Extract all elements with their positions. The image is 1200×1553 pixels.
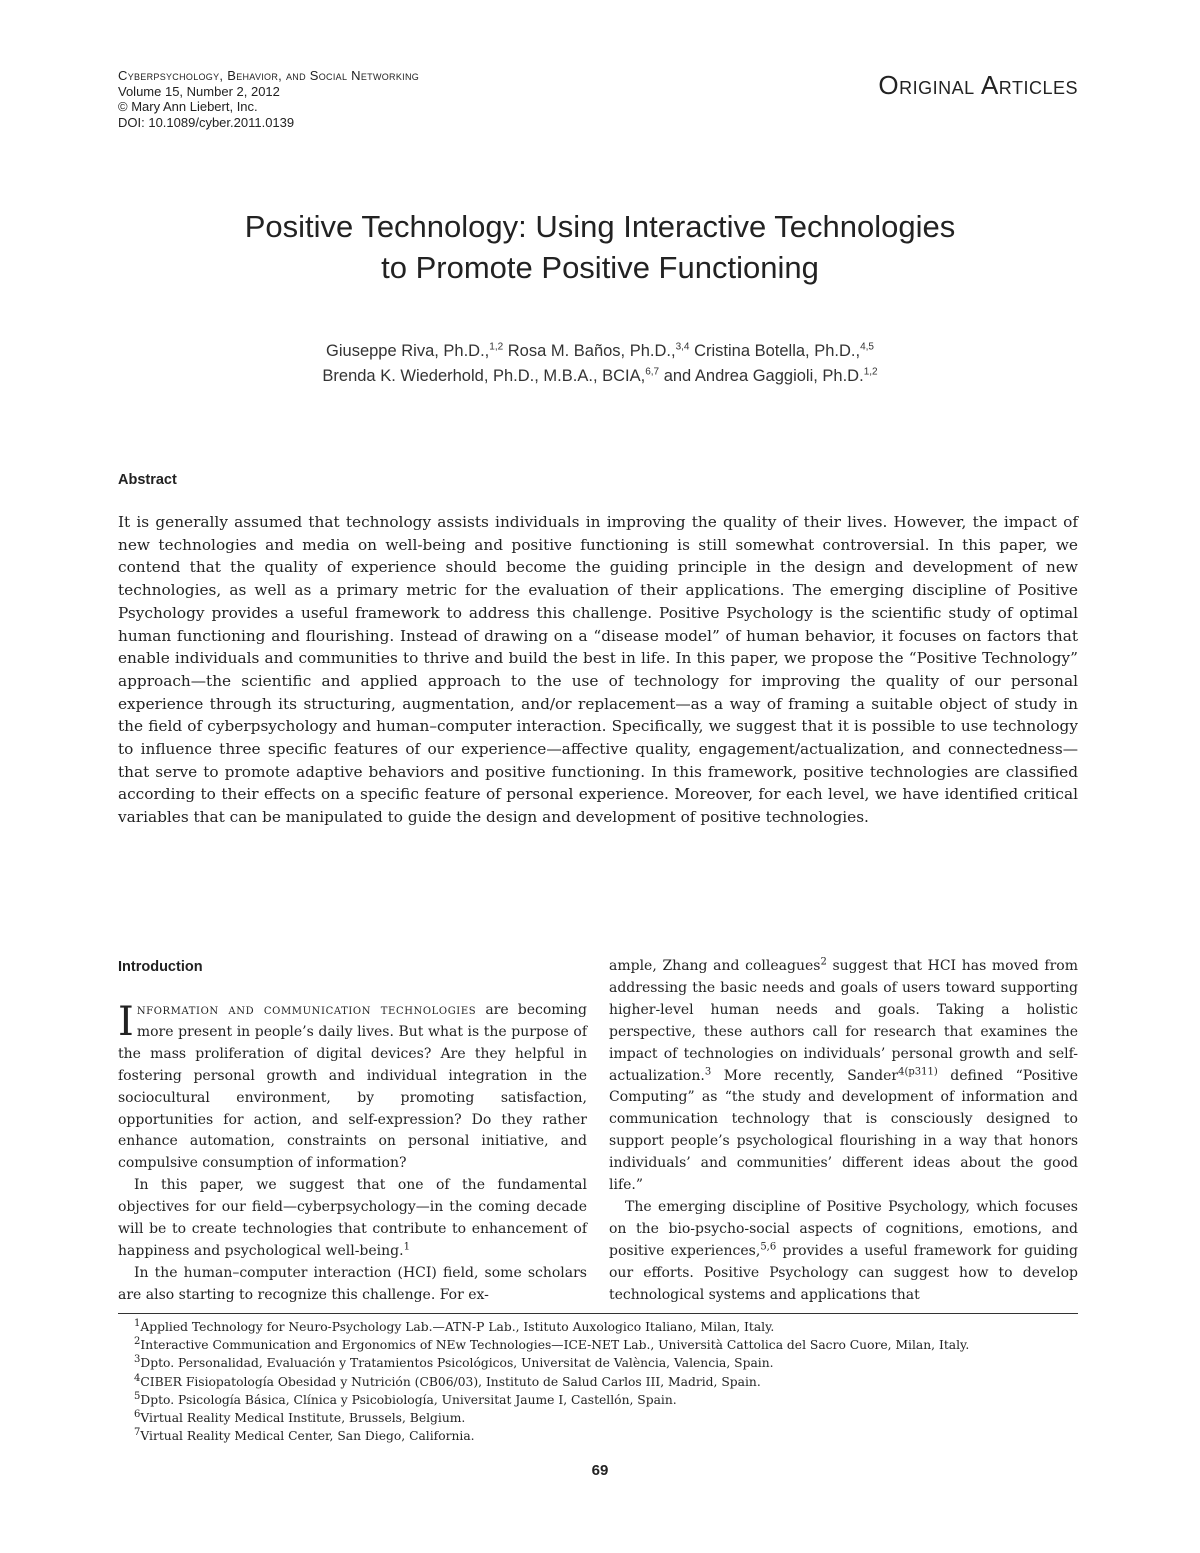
citation-sup: 2	[820, 956, 827, 968]
footnote-number: 5	[134, 1390, 141, 1402]
paragraph-text: In this paper, we suggest that one of the fundamental objectives for our field—cyberpsychology—in the coming decade will be to create technologies that contribute to enhancement of happiness and psychological well-being.	[118, 1177, 587, 1259]
article-title	[100, 206, 1100, 288]
footnote-divider	[118, 1313, 1078, 1314]
journal-volume: Volume 15, Number 2, 2012	[118, 83, 280, 99]
paragraph-text: suggest that HCI has moved from addressing the basic needs and goals of users toward supporting higher-level human needs and goals. Taking a holistic perspective, these authors call for research that examines the impact of technologies on individuals’ personal growth and self-actualization.	[609, 958, 1078, 1084]
abstract-text: It is generally assumed that technology assists individuals in improving the quality of their lives. However, the impact of new technologies and media on well-being and positive functioning is still somewhat controversial. In this paper, we contend that the quality of experience should become the guiding principle in the design and development of new technologies, as well as a primary metric for the evaluation of their applications. The emerging discipline of Positive Psychology provides a useful framework to address this challenge. Positive Psychology is the scientific study of optimal human functioning and flourishing. Instead of drawing on a “disease model” of human behavior, it focuses on factors that enable individuals and communities to thrive and build the best in life. In this paper, we propose the “Positive Technology” approach—the scientific and applied approach to the use of technology for improving the quality of our personal experience through its structuring, augmentation, and/or replacement—as a way of framing a suitable object of study in the field of cyberpsychology and human–computer interaction. Specifically, we suggest that it is possible to use technology to influence three specific features of our experience—affective quality, engagement/actualization, and connectedness—that serve to promote adaptive behaviors and positive functioning. In this framework, positive technologies are classified according to their effects on a specific feature of personal experience. Moreover, for each level, we have identified critical variables that can be manipulated to guide the design and development of positive technologies.	[118, 513, 1078, 827]
author-line-2	[100, 364, 1100, 389]
author-name: Brenda K. Wiederhold, Ph.D., M.B.A., BCIA,	[322, 367, 646, 385]
body-column-left	[118, 1000, 587, 1307]
footnote-number: 4	[134, 1372, 141, 1384]
footnote	[134, 1354, 1084, 1372]
author-name: Rosa M. Baños, Ph.D.,	[503, 342, 676, 360]
affiliation-footnotes	[134, 1318, 1084, 1445]
journal-info	[118, 68, 419, 130]
paragraph-text: defined “Positive Computing” as “the study and development of information and communication technology that is consciously designed to support people’s psychological flourishing in a way that honors individuals’ and communities’ different ideas about the good life.”	[609, 1067, 1078, 1194]
intro-paragraph-3: In the human–computer interaction (HCI) field, some scholars are also starting to recognize this challenge. For ex-	[118, 1264, 587, 1303]
paragraph-text: are becoming more present in people’s daily lives. But what is the purpose of the mass proliferation of digital devices? Are they helpful in fostering personal growth and individual integration in the sociocultural environment, by promoting satisfaction, opportunities for action, and self-expression? Do they rather enhance automation, constraints on personal initiative, and compulsive consumption of information?	[118, 1002, 587, 1172]
affiliation-sup: 4,5	[860, 341, 874, 353]
footnote	[134, 1318, 1084, 1336]
affiliation-sup: 1,2	[863, 366, 878, 378]
author-name: Cristina Botella, Ph.D.,	[689, 342, 861, 360]
author-name: Giuseppe Riva, Ph.D.,	[326, 342, 490, 360]
body-column-right	[609, 956, 1078, 1307]
footnote-text: Virtual Reality Medical Center, San Diego, California.	[140, 1429, 475, 1444]
journal-copyright: © Mary Ann Liebert, Inc.	[118, 99, 258, 114]
title-line-2: to Promote Positive Functioning	[381, 250, 819, 285]
paragraph-text: More recently, Sander	[711, 1067, 899, 1084]
title-line-1: Positive Technology: Using Interactive Technologies	[244, 209, 956, 244]
footnote-number: 1	[134, 1317, 141, 1329]
citation-sup: 5,6	[760, 1241, 777, 1253]
paragraph-text: provides a useful framework for guiding our efforts. Positive Psychology can suggest how to develop technological systems and applications that	[609, 1242, 1078, 1303]
footnote-text: Dpto. Personalidad, Evaluación y Tratamientos Psicológicos, Universitat de València, Valencia, Spain.	[140, 1356, 774, 1371]
abstract-heading: Abstract	[118, 472, 177, 488]
footnote-number: 3	[134, 1354, 141, 1366]
journal-name: Cyberpsychology, Behavior, and Social Networking	[118, 68, 420, 83]
author-line-1	[100, 339, 1100, 364]
citation-sup: 3	[704, 1065, 712, 1077]
intro-paragraph-2	[118, 1175, 587, 1263]
page-number: 69	[591, 1462, 609, 1479]
author-list	[100, 339, 1100, 389]
footnote-text: Applied Technology for Neuro-Psychology Lab.—ATN-P Lab., Istituto Auxologico Italiano, Milan, Italy.	[140, 1320, 775, 1334]
paragraph-text: ample, Zhang and colleagues	[609, 958, 821, 974]
footnote	[134, 1391, 1084, 1409]
lead-in-smallcaps: nformation and communication technologies	[136, 1002, 477, 1018]
footnote-text: Virtual Reality Medical Institute, Brussels, Belgium.	[140, 1411, 466, 1426]
citation-sup: 4(p311)	[898, 1065, 938, 1077]
affiliation-sup: 6,7	[645, 366, 660, 378]
citation-sup: 1	[403, 1241, 410, 1253]
intro-paragraph-4	[609, 1197, 1078, 1307]
intro-paragraph-3-cont	[609, 956, 1078, 1197]
footnote-text: Dpto. Psicología Básica, Clínica y Psicobiología, Universitat Jaume I, Castellón, Spain.	[140, 1392, 677, 1407]
footnote-text: CIBER Fisiopatología Obesidad y Nutrición (CB06/03), Instituto de Salud Carlos III, Madrid, Spain.	[140, 1374, 761, 1389]
author-name: and Andrea Gaggioli, Ph.D.	[659, 367, 864, 385]
footnote	[134, 1373, 1084, 1391]
footnote-text: Interactive Communication and Ergonomics of NEw Technologies—ICE-NET Lab., Università Cattolica del Sacro Cuore, Milan, Italy.	[140, 1338, 970, 1353]
footnote	[134, 1409, 1084, 1427]
footnote-number: 6	[134, 1408, 141, 1420]
paragraph-text: The emerging discipline of Positive Psychology, which focuses on the bio-psycho-social aspects of cognitions, emotions, and positive experiences,	[609, 1198, 1078, 1259]
footnote	[134, 1336, 1084, 1354]
footnote	[134, 1427, 1084, 1445]
affiliation-sup: 1,2	[489, 341, 504, 353]
footnote-number: 7	[134, 1427, 141, 1439]
footnote-number: 2	[134, 1336, 141, 1348]
journal-doi: DOI: 10.1089/cyber.2011.0139	[118, 114, 295, 130]
affiliation-sup: 3,4	[675, 341, 690, 353]
introduction-heading: Introduction	[118, 959, 203, 975]
drop-cap: I	[118, 999, 134, 1045]
section-label: Original Articles	[878, 70, 1078, 100]
intro-paragraph-1	[118, 1000, 587, 1175]
